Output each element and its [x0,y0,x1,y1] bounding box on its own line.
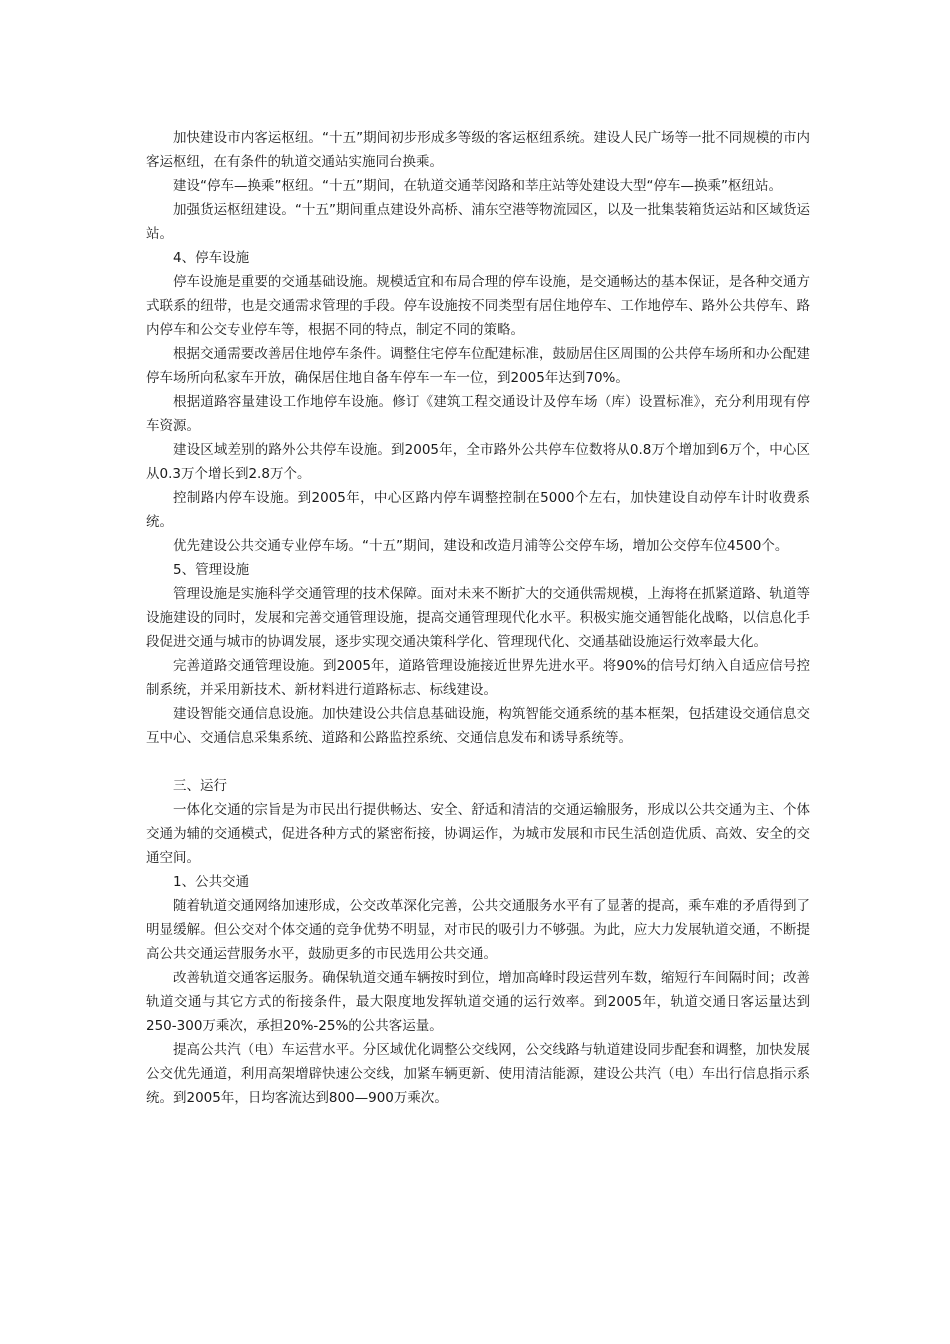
paragraph: 一体化交通的宗旨是为市民出行提供畅达、安全、舒适和清洁的交通运输服务，形成以公共交通为主、个体交通为辅的交通模式，促进各种方式的紧密衔接，协调运作，为城市发展和市民生活创造优质、高效、安全的交通空间。 [146,802,810,866]
paragraph: 建设“停车—换乘”枢纽。“十五”期间，在轨道交通莘闵路和莘庄站等处建设大型“停车—换乘”枢纽站。 [173,178,782,194]
paragraph: 加强货运枢纽建设。“十五”期间重点建设外高桥、浦东空港等物流园区，以及一批集装箱货运站和区域货运站。 [146,202,810,242]
paragraph: 1、公共交通 [173,874,250,890]
paragraph: 三、运行 [173,778,227,794]
paragraph: 停车设施是重要的交通基础设施。规模适宜和布局合理的停车设施，是交通畅达的基本保证，是各种交通方式联系的纽带，也是交通需求管理的手段。停车设施按不同类型有居住地停车、工作地停车、路外公共停车、路内停车和公交专业停车等，根据不同的特点，制定不同的策略。 [146,274,810,338]
paragraph: 建设智能交通信息设施。加快建设公共信息基础设施，构筑智能交通系统的基本框架，包括建设交通信息交互中心、交通信息采集系统、道路和公路监控系统、交通信息发布和诱导系统等。 [146,706,810,746]
paragraph: 完善道路交通管理设施。到2005年，道路管理设施接近世界先进水平。将90%的信号灯纳入自适应信号控制系统，并采用新技术、新材料进行道路标志、标线建设。 [146,658,810,698]
paragraph: 根据交通需要改善居住地停车条件。调整住宅停车位配建标准，鼓励居住区周围的公共停车场所和办公配建停车场所向私家车开放，确保居住地自备车停车一车一位，到2005年达到70%。 [146,346,810,386]
paragraph: 5、管理设施 [173,562,250,578]
paragraph: 4、停车设施 [173,250,250,266]
paragraph: 提高公共汽（电）车运营水平。分区域优化调整公交线网，公交线路与轨道建设同步配套和调整，加快发展公交优先通道，利用高架增辟快速公交线，加紧车辆更新、使用清洁能源，建设公共汽（电）车出行信息指示系统。到2005年，日均客流达到800—900万乘次。 [146,1042,810,1106]
paragraph: 改善轨道交通客运服务。确保轨道交通车辆按时到位，增加高峰时段运营列车数，缩短行车间隔时间；改善轨道交通与其它方式的衔接条件，最大限度地发挥轨道交通的运行效率。到2005年，轨道交通日客运量达到250-300万乘次，承担20%-25%的公共客运量。 [146,970,810,1034]
paragraph: 建设区域差别的路外公共停车设施。到2005年，全市路外公共停车位数将从0.8万个增加到6万个，中心区从0.3万个增长到2.8万个。 [146,442,810,482]
document-body [146,126,810,1110]
paragraph: 根据道路容量建设工作地停车设施。修订《建筑工程交通设计及停车场（库）设置标准》，充分利用现有停车资源。 [146,394,810,434]
paragraph: 控制路内停车设施。到2005年，中心区路内停车调整控制在5000个左右，加快建设自动停车计时收费系统。 [146,490,810,530]
paragraph: 管理设施是实施科学交通管理的技术保障。面对未来不断扩大的交通供需规模，上海将在抓紧道路、轨道等设施建设的同时，发展和完善交通管理设施，提高交通管理现代化水平。积极实施交通智能化战略，以信息化手段促进交通与城市的协调发展，逐步实现交通决策科学化、管理现代化、交通基础设施运行效率最大化。 [146,586,810,650]
section-gap [146,750,810,774]
paragraph: 加快建设市内客运枢纽。“十五”期间初步形成多等级的客运枢纽系统。建设人民广场等一批不同规模的市内客运枢纽，在有条件的轨道交通站实施同台换乘。 [146,130,810,170]
paragraph: 随着轨道交通网络加速形成，公交改革深化完善，公共交通服务水平有了显著的提高，乘车难的矛盾得到了明显缓解。但公交对个体交通的竞争优势不明显，对市民的吸引力不够强。为此，应大力发展轨道交通，不断提高公共交通运营服务水平，鼓励更多的市民选用公共交通。 [146,898,810,962]
paragraph: 优先建设公共交通专业停车场。“十五”期间，建设和改造月浦等公交停车场，增加公交停车位4500个。 [173,538,789,554]
